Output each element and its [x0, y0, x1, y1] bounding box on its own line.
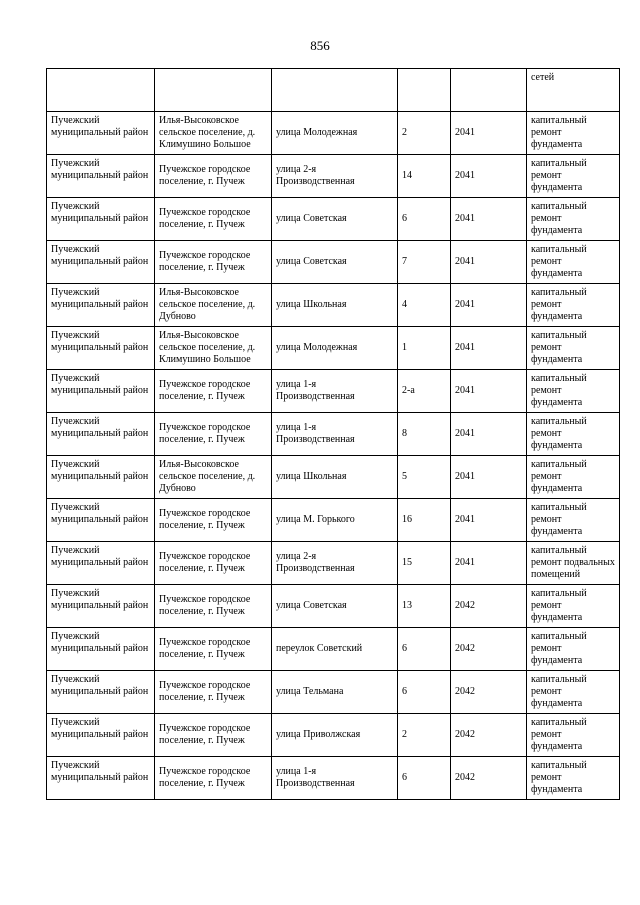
cell-street: улица 1-я Производственная: [272, 757, 398, 800]
cell-district: Пучежский муниципальный район: [47, 671, 155, 714]
cell-year: 2041: [451, 241, 527, 284]
cell-settlement: Пучежское городское поселение, г. Пучеж: [155, 542, 272, 585]
cell-street: улица 2-я Производственная: [272, 155, 398, 198]
cell-house: 6: [398, 628, 451, 671]
cell-street: улица Советская: [272, 585, 398, 628]
cell-house: 4: [398, 284, 451, 327]
cell-street: улица Молодежная: [272, 327, 398, 370]
cell-settlement: Пучежское городское поселение, г. Пучеж: [155, 671, 272, 714]
cell-year: 2042: [451, 585, 527, 628]
cell-work-type: капитальный ремонт фундамента: [527, 499, 620, 542]
cell-work-type: капитальный ремонт фундамента: [527, 112, 620, 155]
cell-work-type: капитальный ремонт подвальных помещений: [527, 542, 620, 585]
cell-house: 6: [398, 671, 451, 714]
table-row: [47, 456, 620, 499]
cell-year: 2041: [451, 155, 527, 198]
cell-work-type: капитальный ремонт фундамента: [527, 671, 620, 714]
cell-work-type: сетей: [527, 69, 620, 112]
cell-year: 2041: [451, 370, 527, 413]
cell-year: 2041: [451, 327, 527, 370]
cell-street: переулок Советский: [272, 628, 398, 671]
cell-district: Пучежский муниципальный район: [47, 327, 155, 370]
cell-settlement: Пучежское городское поселение, г. Пучеж: [155, 241, 272, 284]
cell-work-type: капитальный ремонт фундамента: [527, 155, 620, 198]
cell-house: 2: [398, 112, 451, 155]
cell-year: 2042: [451, 628, 527, 671]
cell-year: 2041: [451, 456, 527, 499]
table-row: [47, 671, 620, 714]
cell-street: улица Школьная: [272, 284, 398, 327]
cell-district: Пучежский муниципальный район: [47, 284, 155, 327]
cell-district: Пучежский муниципальный район: [47, 628, 155, 671]
cell-work-type: капитальный ремонт фундамента: [527, 585, 620, 628]
table-row: [47, 585, 620, 628]
repair-schedule-table: [46, 68, 620, 800]
cell-street: улица 1-я Производственная: [272, 370, 398, 413]
cell-district: Пучежский муниципальный район: [47, 585, 155, 628]
cell-settlement: Пучежское городское поселение, г. Пучеж: [155, 155, 272, 198]
cell-work-type: капитальный ремонт фундамента: [527, 198, 620, 241]
cell-settlement: [155, 69, 272, 112]
table-row: [47, 628, 620, 671]
cell-house: 8: [398, 413, 451, 456]
cell-street: [272, 69, 398, 112]
cell-house: 5: [398, 456, 451, 499]
cell-street: улица Тельмана: [272, 671, 398, 714]
cell-house: [398, 69, 451, 112]
cell-street: улица 2-я Производственная: [272, 542, 398, 585]
cell-work-type: капитальный ремонт фундамента: [527, 327, 620, 370]
cell-year: 2042: [451, 757, 527, 800]
cell-street: улица 1-я Производственная: [272, 413, 398, 456]
cell-year: 2041: [451, 413, 527, 456]
table-row: [47, 112, 620, 155]
table-row: [47, 198, 620, 241]
cell-house: 15: [398, 542, 451, 585]
table-row: [47, 284, 620, 327]
cell-settlement: Илья-Высоковское сельское поселение, д. Климушино Большое: [155, 112, 272, 155]
cell-year: 2041: [451, 499, 527, 542]
cell-street: улица Молодежная: [272, 112, 398, 155]
table-row: [47, 413, 620, 456]
cell-settlement: Илья-Высоковское сельское поселение, д. Дубново: [155, 456, 272, 499]
cell-street: улица Советская: [272, 198, 398, 241]
cell-house: 6: [398, 757, 451, 800]
cell-district: Пучежский муниципальный район: [47, 155, 155, 198]
table-row: [47, 155, 620, 198]
cell-settlement: Пучежское городское поселение, г. Пучеж: [155, 499, 272, 542]
cell-district: Пучежский муниципальный район: [47, 714, 155, 757]
cell-work-type: капитальный ремонт фундамента: [527, 413, 620, 456]
cell-work-type: капитальный ремонт фундамента: [527, 284, 620, 327]
cell-year: 2041: [451, 284, 527, 327]
cell-work-type: капитальный ремонт фундамента: [527, 241, 620, 284]
cell-district: Пучежский муниципальный район: [47, 112, 155, 155]
cell-district: Пучежский муниципальный район: [47, 413, 155, 456]
continuation-row: [47, 69, 620, 112]
cell-settlement: Илья-Высоковское сельское поселение, д. Климушино Большое: [155, 327, 272, 370]
cell-work-type: капитальный ремонт фундамента: [527, 370, 620, 413]
cell-year: 2041: [451, 542, 527, 585]
cell-street: улица Приволжская: [272, 714, 398, 757]
cell-settlement: Пучежское городское поселение, г. Пучеж: [155, 714, 272, 757]
cell-settlement: Пучежское городское поселение, г. Пучеж: [155, 198, 272, 241]
table-row: [47, 542, 620, 585]
table-row: [47, 370, 620, 413]
cell-year: 2042: [451, 714, 527, 757]
cell-street: улица Советская: [272, 241, 398, 284]
cell-work-type: капитальный ремонт фундамента: [527, 628, 620, 671]
table-row: [47, 327, 620, 370]
cell-district: Пучежский муниципальный район: [47, 757, 155, 800]
cell-house: 14: [398, 155, 451, 198]
table-row: [47, 714, 620, 757]
cell-district: Пучежский муниципальный район: [47, 499, 155, 542]
page-number: 856: [310, 38, 330, 53]
cell-house: 7: [398, 241, 451, 284]
cell-street: улица Школьная: [272, 456, 398, 499]
table-row: [47, 499, 620, 542]
table-row: [47, 757, 620, 800]
cell-house: 16: [398, 499, 451, 542]
cell-year: 2041: [451, 198, 527, 241]
cell-work-type: капитальный ремонт фундамента: [527, 714, 620, 757]
cell-settlement: Пучежское городское поселение, г. Пучеж: [155, 370, 272, 413]
cell-settlement: Пучежское городское поселение, г. Пучеж: [155, 585, 272, 628]
cell-house: 6: [398, 198, 451, 241]
cell-work-type: капитальный ремонт фундамента: [527, 757, 620, 800]
cell-district: Пучежский муниципальный район: [47, 542, 155, 585]
cell-year: 2041: [451, 112, 527, 155]
cell-year: [451, 69, 527, 112]
cell-settlement: Пучежское городское поселение, г. Пучеж: [155, 413, 272, 456]
cell-settlement: Илья-Высоковское сельское поселение, д. Дубново: [155, 284, 272, 327]
cell-district: Пучежский муниципальный район: [47, 456, 155, 499]
cell-house: 2: [398, 714, 451, 757]
cell-house: 2-а: [398, 370, 451, 413]
cell-district: Пучежский муниципальный район: [47, 370, 155, 413]
cell-district: Пучежский муниципальный район: [47, 241, 155, 284]
cell-district: Пучежский муниципальный район: [47, 198, 155, 241]
cell-settlement: Пучежское городское поселение, г. Пучеж: [155, 628, 272, 671]
cell-house: 1: [398, 327, 451, 370]
cell-district: [47, 69, 155, 112]
cell-settlement: Пучежское городское поселение, г. Пучеж: [155, 757, 272, 800]
table-row: [47, 241, 620, 284]
cell-street: улица М. Горького: [272, 499, 398, 542]
cell-work-type: капитальный ремонт фундамента: [527, 456, 620, 499]
cell-house: 13: [398, 585, 451, 628]
cell-year: 2042: [451, 671, 527, 714]
